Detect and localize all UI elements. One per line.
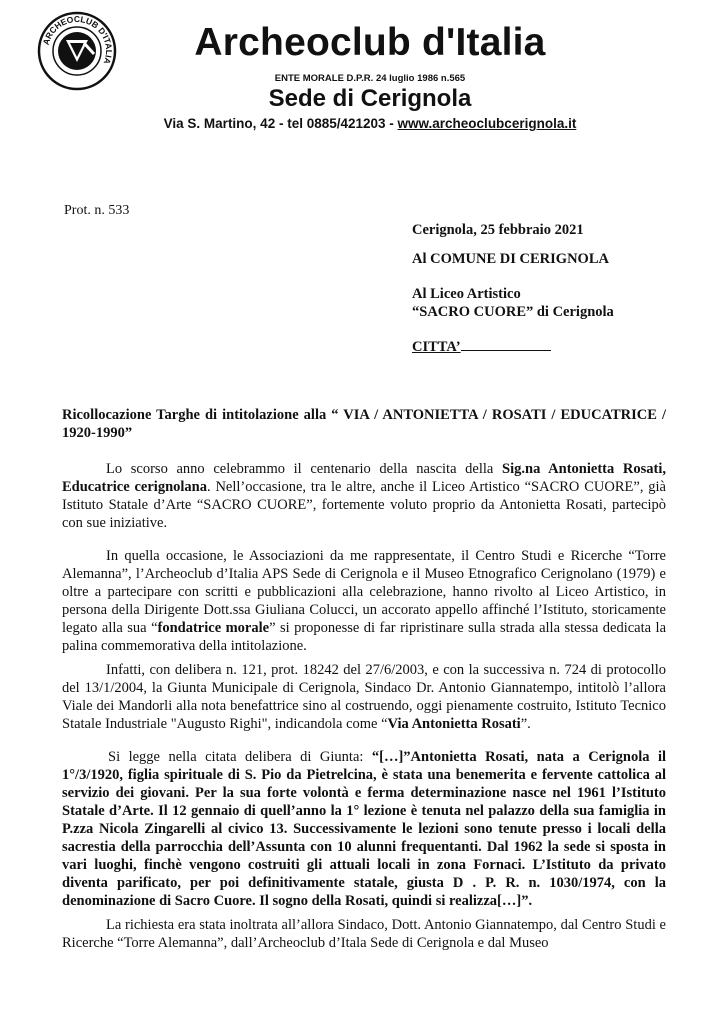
p4-quote: “[…]”Antonietta Rosati, nata a Cerignola il 1°/3/1920, figlia spirituale di S. Pio da Pietrelcina, è stata una benemerita e fervente cattolica al servizio dei giovani. Per la sua forte volontà e ferma determinazione nasce nel 1961 l’Istituto Statale d’Arte. Il 12 gennaio di quell’anno la 1° lezione è tenuta nel palazzo della sua famiglia in P.zza Nicola Zingarelli al civico 13. Successivamente le lezioni sono tenute presso i locali della sacrestia della parrocchia dell’Assunta con 10 alunni frequentanti. Dal 1962 la sede si sposta in vari luoghi, finchè vengono costruiti gli attuali locali in zona Fornaci. L’Istituto da privato diventa parificato, per poi definitivamente statale, giusta D . P. R. n. 1030/1974, con la denominazione di Sacro Cuore. Il sogno della Rosati, quindi si realizza[…]”. — [62, 749, 667, 909]
p2-text-a: In quella occasione, le Associazioni da me rappresentate, il Centro Studi e Ricerche “Torre Alemanna”, l’Archeoclub d’Italia APS Sede di Cerignola e il Museo Etnografico Cerignolano (1979) e oltre a partecipare con scritti e pubblicazioni alla celebrazione, hanno rivolto al Liceo Artistico, in persona della Dirigente Dott.ssa Giuliana Colucci, un accorato appello affinché l’Istituto, storicamente legato alla sua “ — [62, 548, 666, 636]
p3-text-a: Infatti, con delibera n. 121, prot. 18242 del 27/6/2003, e con la successiva n. 724 di protocollo del 13/1/2004, la Giunta Municipale di Cerignola, Sindaco Dr. Antonio Giannatempo, intitolò l’allora Viale dei Mandorli alla nota benefattrice sino al costruendo, oggi pienamente costruito, Istituto Tecnico Statale Industriale "Augusto Righi", indicandola come “ — [62, 662, 666, 732]
website-link[interactable]: www.archeoclubcerignola.it — [397, 116, 577, 131]
letterhead-sede: Sede di Cerignola — [268, 85, 472, 112]
letterhead-ente: ENTE MORALE D.P.R. 24 luglio 1986 n.565 — [274, 73, 466, 84]
p2-bold: fondatrice morale — [157, 620, 270, 636]
p1-text-a: Lo scorso anno celebrammo il centenario della nascita della — [106, 461, 503, 477]
paragraph-2 — [62, 547, 666, 655]
city-underline — [461, 336, 551, 351]
p4-text-a: Si legge nella citata delibera di Giunta: — [108, 749, 372, 765]
address-text: Via S. Martino, 42 - tel 0885/421203 - — [163, 116, 398, 131]
recipient-city — [412, 336, 551, 356]
svg-text:ARCHEOCLUB D'ITALIA: ARCHEOCLUB D'ITALIA — [40, 13, 115, 66]
p5-text: La richiesta era stata inoltrata all’allora Sindaco, Dott. Antonio Giannatempo, dal Centro Studi e Ricerche “Torre Alemanna”, dall’Archeoclub d’Itala Sede di Cerignola e dal Museo — [62, 917, 666, 951]
p1-bold: Sig.na Antonietta Rosati, Educatrice cerignolana — [62, 461, 666, 495]
recipient-liceo-line2: “SACRO CUORE” di Cerignola — [412, 304, 614, 320]
letter-subject: Ricollocazione Targhe di intitolazione alla “ VIA / ANTONIETTA / ROSATI / EDUCATRICE / 1920-1990” — [62, 407, 666, 441]
archeoclub-logo — [36, 10, 118, 92]
paragraph-5 — [62, 916, 666, 952]
p1-text-c: . Nell’occasione, tra le altre, anche il Liceo Artistico “SACRO CUORE”, già Istituto Statale d’Arte “SACRO CUORE”, fortemente voluto proprio da Antonietta Rosati, partecipò con sue iniziative. — [62, 479, 666, 531]
letterhead-address — [100, 115, 640, 133]
recipient-liceo-line1: Al Liceo Artistico — [412, 286, 521, 302]
letter-date: Cerignola, 25 febbraio 2021 — [412, 222, 584, 238]
paragraph-1 — [62, 460, 666, 532]
paragraph-4-quote — [62, 748, 666, 910]
city-label: CITTA’ — [412, 339, 461, 355]
protocol-number: Prot. n. 533 — [64, 203, 130, 218]
p3-text-c: ”. — [520, 716, 531, 732]
p3-bold: Via Antonietta Rosati — [387, 716, 521, 732]
letterhead-title: Archeoclub d'Italia — [194, 21, 546, 64]
p2-text-c: ” si proponesse di far ripristinare sulla strada alla stessa dedicata la palina commemorativa della intitolazione. — [62, 620, 667, 654]
recipient-comune: Al COMUNE DI CERIGNOLA — [412, 251, 609, 267]
paragraph-3 — [62, 661, 666, 733]
